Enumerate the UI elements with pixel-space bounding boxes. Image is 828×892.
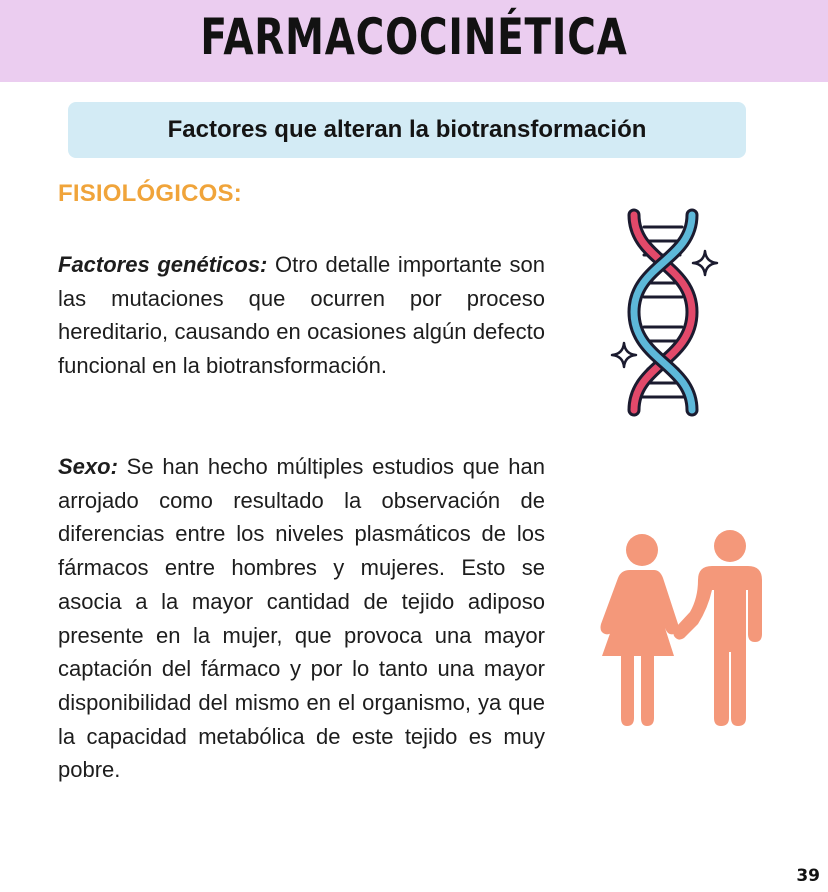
term-sex: Sexo: [58,454,118,479]
man-woman-icon [590,528,775,728]
paragraph-genetic-factors [58,248,545,383]
section-heading: FISIOLÓGICOS: [58,180,242,207]
page-title: FARMACOCINÉTICA [200,8,628,66]
text-sex: Se han hecho múltiples estudios que han arrojado como resultado la observación de diferencias entre los niveles plasmáticos de los fármacos entre hombres y mujeres. Esto se asocia a la mayor cantidad de tejido adiposo presente en la mujer, que provoca una mayor captación del fármaco y por lo tanto una mayor disponibilidad del mismo en el organismo, ya que la capacidad metabólica de este tejido es muy pobre. [58,454,545,783]
subtitle: Factores que alteran la biotransformación [167,116,647,143]
page-number: 39 [796,866,820,886]
term-genetic-factors: Factores genéticos: [58,252,268,277]
subtitle-box [68,102,746,158]
paragraph-sex [58,450,545,787]
sparkle-icon [693,251,717,275]
text-genetic-factors: Otro detalle importante son las mutaciones que ocurren por proceso hereditario, causando en ocasiones algún defecto funcional en la biotransformación. [58,252,545,379]
dna-icon [600,205,730,420]
sparkle-icon [612,343,636,367]
